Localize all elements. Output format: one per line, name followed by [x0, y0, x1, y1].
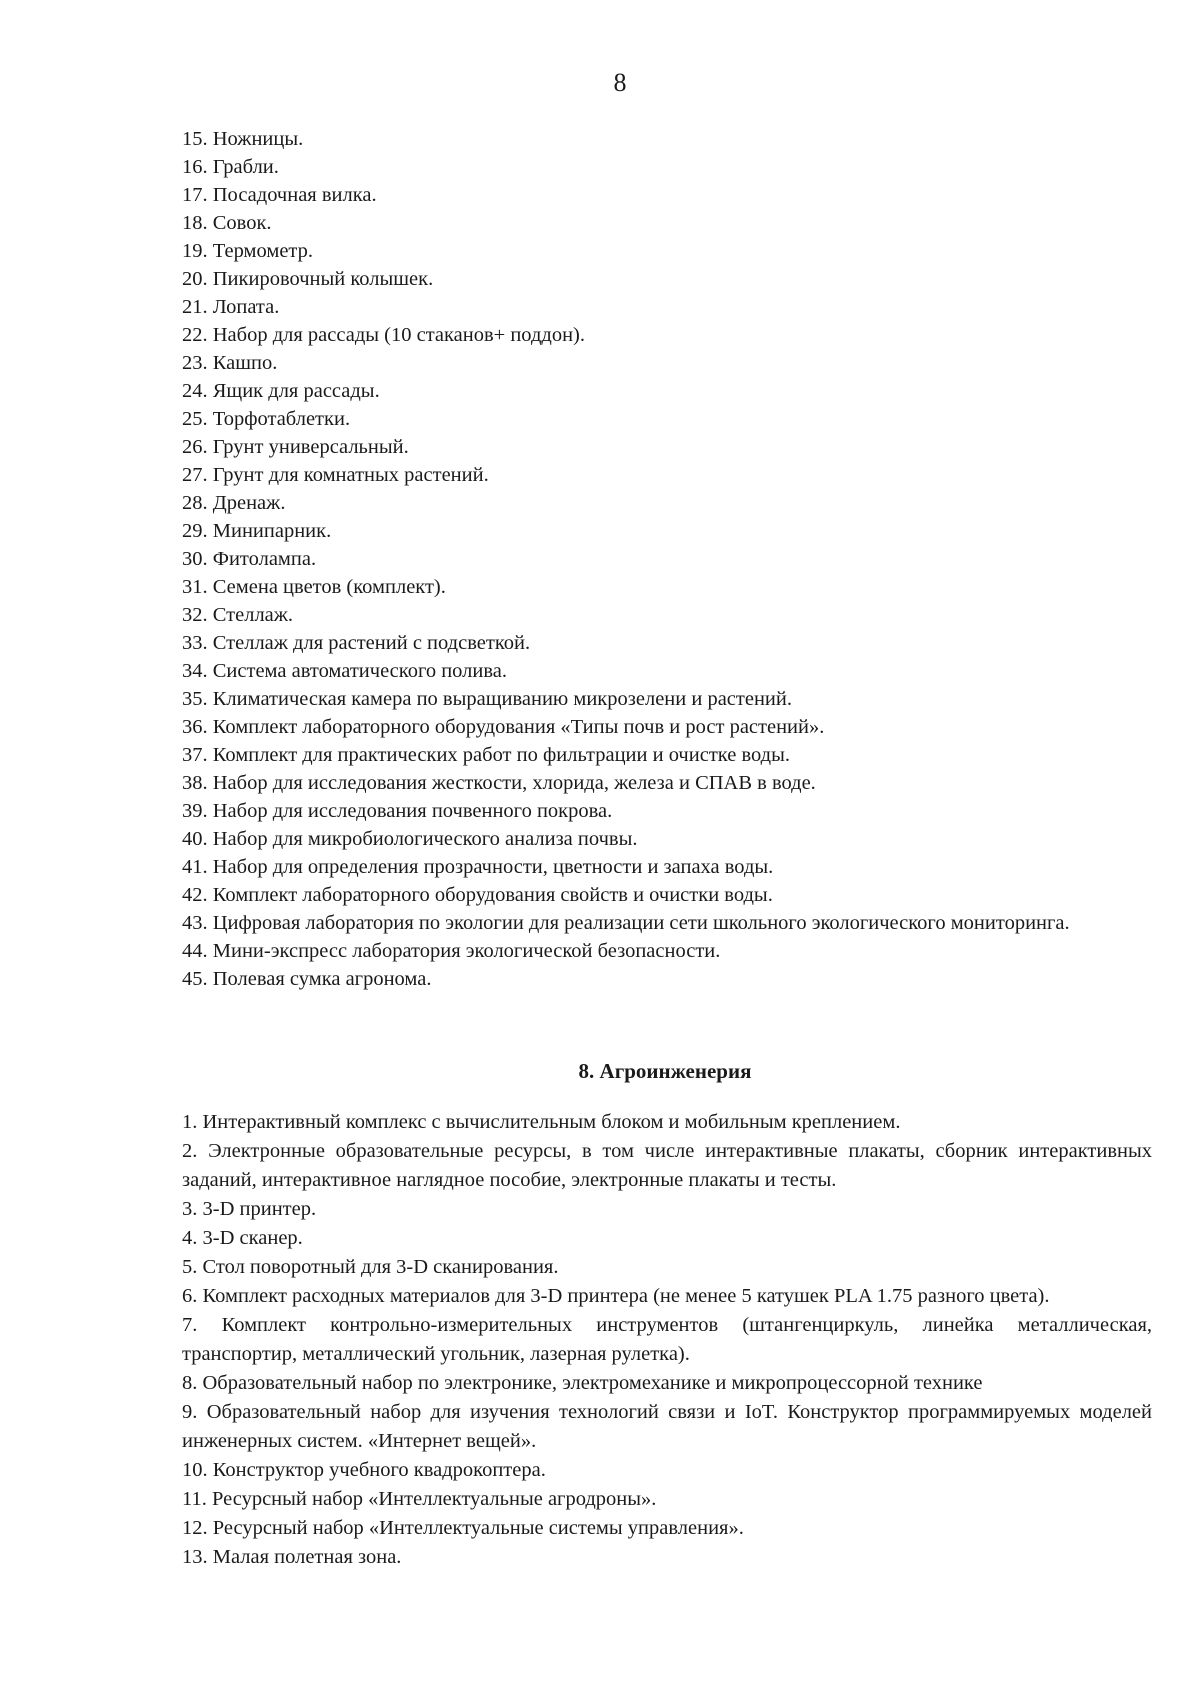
list-item-text: Грабли. [212, 156, 279, 178]
list-item [182, 209, 1152, 237]
list-item-number: 30. [182, 548, 208, 570]
page-number: 8 [613, 68, 627, 97]
list-item [182, 881, 1152, 909]
list-item-number: 22. [182, 324, 208, 346]
list-item-text: Мини-экспресс лаборатория экологической безопасности. [212, 940, 721, 962]
list-item [182, 769, 1152, 797]
list-item-text: Кашпо. [212, 352, 278, 374]
list-item-text: Климатическая камера по выращиванию микрозелени и растений. [212, 688, 792, 710]
list-item-text: Набор для исследования почвенного покрова. [212, 800, 613, 822]
list-item-text: Грунт для комнатных растений. [212, 464, 489, 486]
list-item [182, 125, 1152, 153]
list-item-text: Малая полетная зона. [212, 1546, 402, 1568]
list-item [182, 1456, 1152, 1485]
list-item-text: Ножницы. [212, 128, 304, 150]
list-item-number: 44. [182, 940, 208, 962]
list-item-number: 31. [182, 576, 208, 598]
list-item-text: Система автоматического полива. [212, 660, 507, 682]
list-item-text: Лопата. [212, 296, 280, 318]
list-item-text: Набор для определения прозрачности, цветности и запаха воды. [212, 856, 774, 878]
list-item-text: Цифровая лаборатория по экологии для реализации сети школьного экологического мониторинга. [212, 912, 1070, 934]
list-item-number: 33. [182, 632, 208, 654]
list-item-number: 28. [182, 492, 208, 514]
list-item-text: Семена цветов (комплект). [212, 576, 446, 598]
list-item-number: 29. [182, 520, 208, 542]
list-item-number: 8. [182, 1372, 198, 1394]
list-item-text: Набор для исследования жесткости, хлорида, железа и СПАВ в воде. [212, 772, 816, 794]
list-item-text: 3-D принтер. [202, 1198, 317, 1220]
list-item [182, 433, 1152, 461]
list-item-text: Образовательный набор по электронике, электромеханике и микропроцессорной технике [202, 1372, 983, 1394]
list-item-number: 16. [182, 156, 208, 178]
list-item-text: Пикировочный колышек. [212, 268, 434, 290]
list-item-text: Совок. [212, 212, 272, 234]
list-item-number: 5. [182, 1256, 198, 1278]
list-item-number: 4. [182, 1227, 198, 1249]
list-item-number: 27. [182, 464, 208, 486]
list-item [182, 909, 1152, 937]
list-item-number: 1. [182, 1111, 198, 1133]
list-item [182, 601, 1152, 629]
list-item-number: 32. [182, 604, 208, 626]
list-item-number: 3. [182, 1198, 198, 1220]
list-item-text: Термометр. [212, 240, 314, 262]
list-item-text: Дренаж. [212, 492, 286, 514]
list-item-text: Набор для микробиологического анализа почвы. [212, 828, 638, 850]
list-item [182, 349, 1152, 377]
list-item-number: 11. [182, 1488, 207, 1510]
list-item [182, 629, 1152, 657]
list-item-text: Минипарник. [212, 520, 332, 542]
list-item [182, 321, 1152, 349]
list-item-number: 26. [182, 436, 208, 458]
list-item [182, 1282, 1152, 1311]
list-item [182, 657, 1152, 685]
list-item-text: Ресурсный набор «Интеллектуальные агродроны». [212, 1488, 657, 1510]
list-item [182, 293, 1152, 321]
list-item-number: 20. [182, 268, 208, 290]
list-item-text: Фитолампа. [212, 548, 317, 570]
list-item [182, 181, 1152, 209]
list-item [182, 265, 1152, 293]
list-item-number: 41. [182, 856, 208, 878]
list-item [182, 237, 1152, 265]
list-item-text: Стеллаж. [212, 604, 294, 626]
list-item-text: Ящик для рассады. [212, 380, 380, 402]
list-item-number: 7. [182, 1314, 198, 1336]
list-item [182, 937, 1152, 965]
list-item-number: 15. [182, 128, 208, 150]
list-item [182, 573, 1152, 601]
list-item-number: 6. [182, 1285, 198, 1307]
list-item [182, 853, 1152, 881]
list-item [182, 713, 1152, 741]
list-item-number: 24. [182, 380, 208, 402]
list-item [182, 1108, 1152, 1137]
list-item-number: 12. [182, 1517, 208, 1539]
list-item [182, 461, 1152, 489]
equipment-list-top [182, 125, 1152, 993]
list-item-text: Набор для рассады (10 стаканов+ поддон). [212, 324, 586, 346]
list-item-text: Грунт универсальный. [212, 436, 409, 458]
equipment-list-agroengineering [182, 1108, 1152, 1572]
list-item-number: 40. [182, 828, 208, 850]
list-item [182, 153, 1152, 181]
list-item-text: Комплект контрольно-измерительных инструментов (штангенциркуль, линейка металлическая, транспортир, металлический угольник, лазерная рулетка). [182, 1314, 1152, 1365]
list-item [182, 1224, 1152, 1253]
list-item-number: 13. [182, 1546, 208, 1568]
list-item [182, 797, 1152, 825]
list-item-number: 34. [182, 660, 208, 682]
list-item [182, 965, 1152, 993]
list-item [182, 741, 1152, 769]
list-item [182, 1311, 1152, 1369]
list-item-text: Торфотаблетки. [212, 408, 351, 430]
list-item-number: 36. [182, 716, 208, 738]
section-title: 8. Агроинженерия [578, 1059, 752, 1083]
list-item [182, 825, 1152, 853]
list-item-number: 21. [182, 296, 208, 318]
list-item-number: 18. [182, 212, 208, 234]
list-item [182, 1514, 1152, 1543]
list-item [182, 1543, 1152, 1572]
list-item [182, 1398, 1152, 1456]
list-item-text: Электронные образовательные ресурсы, в том числе интерактивные плакаты, сборник интерактивных заданий, интерактивное наглядное пособие, электронные плакаты и тесты. [182, 1140, 1153, 1191]
list-item [182, 685, 1152, 713]
list-item-number: 2. [182, 1140, 198, 1162]
list-item-text: Комплект для практических работ по фильтрации и очистке воды. [212, 744, 790, 766]
list-item-number: 37. [182, 744, 208, 766]
list-item-number: 39. [182, 800, 208, 822]
list-item-text: Комплект лабораторного оборудования свойств и очистки воды. [212, 884, 773, 906]
list-item-text: Конструктор учебного квадрокоптера. [212, 1459, 546, 1481]
list-item [182, 1485, 1152, 1514]
list-item [182, 405, 1152, 433]
list-item-text: Комплект расходных материалов для 3-D принтера (не менее 5 катушек PLA 1.75 разного цвета). [202, 1285, 1050, 1307]
list-item-number: 23. [182, 352, 208, 374]
list-item-number: 25. [182, 408, 208, 430]
list-item [182, 517, 1152, 545]
list-item [182, 1195, 1152, 1224]
list-item-text: Стол поворотный для 3-D сканирования. [202, 1256, 559, 1278]
list-item-number: 10. [182, 1459, 208, 1481]
list-item-number: 42. [182, 884, 208, 906]
list-item-number: 43. [182, 912, 208, 934]
list-item-number: 17. [182, 184, 208, 206]
list-item-number: 45. [182, 968, 208, 990]
list-item [182, 1137, 1152, 1195]
list-item [182, 1253, 1152, 1282]
list-item [182, 489, 1152, 517]
list-item-text: Интерактивный комплекс с вычислительным блоком и мобильным креплением. [202, 1111, 901, 1133]
list-item-text: Ресурсный набор «Интеллектуальные системы управления». [212, 1517, 744, 1539]
list-item [182, 377, 1152, 405]
list-item-number: 35. [182, 688, 208, 710]
list-item-text: Посадочная вилка. [212, 184, 377, 206]
list-item-number: 9. [182, 1401, 198, 1423]
list-item [182, 545, 1152, 573]
list-item-number: 38. [182, 772, 208, 794]
list-item-text: Комплект лабораторного оборудования «Типы почв и рост растений». [212, 716, 825, 738]
list-item-text: Стеллаж для растений с подсветкой. [212, 632, 531, 654]
list-item-number: 19. [182, 240, 208, 262]
list-item-text: Полевая сумка агронома. [212, 968, 432, 990]
list-item-text: 3-D сканер. [202, 1227, 303, 1249]
list-item-text: Образовательный набор для изучения технологий связи и IoT. Конструктор программируемых моделей инженерных систем. «Интернет вещей». [182, 1401, 1152, 1452]
list-item [182, 1369, 1152, 1398]
